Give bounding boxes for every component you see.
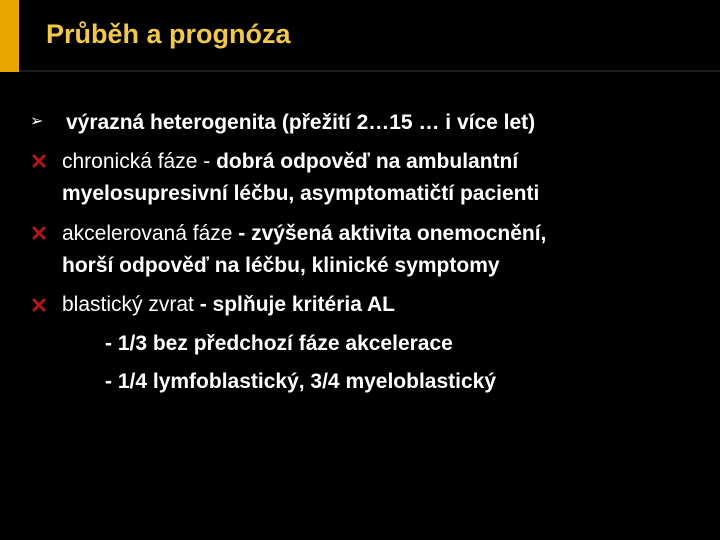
title-divider [19,70,720,72]
blast-crisis-sub-item: - 1/3 bez předchozí fáze akcelerace [105,332,453,355]
bullet-item-chronic-phase [62,149,518,175]
x-mark-icon [32,226,46,240]
blast-crisis-label: blastický zvrat [62,293,200,316]
accelerated-phase-text: - zvýšená aktivita onemocnění, [238,222,547,245]
bullet-item-heterogeneity: výrazná heterogenita (přežití 2…15 … i více let) [66,111,536,134]
chronic-phase-text: dobrá odpověď na ambulantní [216,150,519,173]
x-mark-icon [32,154,46,168]
x-mark-icon [32,298,46,312]
slide-title: Průběh a prognóza [46,19,291,49]
blast-crisis-text: - splňuje kritéria AL [199,293,395,316]
bullet-item-accelerated-phase [62,221,546,247]
title-accent-bar [0,0,19,72]
bullet-item-blast-crisis [62,292,395,318]
chronic-phase-label: chronická fáze - [62,150,217,173]
chronic-phase-continuation: myelosupresivní léčbu, asymptomatičtí pacienti [62,182,540,205]
accelerated-phase-continuation: horší odpověď na léčbu, klinické symptomy [62,254,500,277]
blast-crisis-sub-item: - 1/4 lymfoblastický, 3/4 myeloblastický [105,370,497,393]
accelerated-phase-label: akcelerovaná fáze [62,222,239,245]
arrow-icon: ➢ [30,113,44,130]
title-bar [0,0,720,72]
